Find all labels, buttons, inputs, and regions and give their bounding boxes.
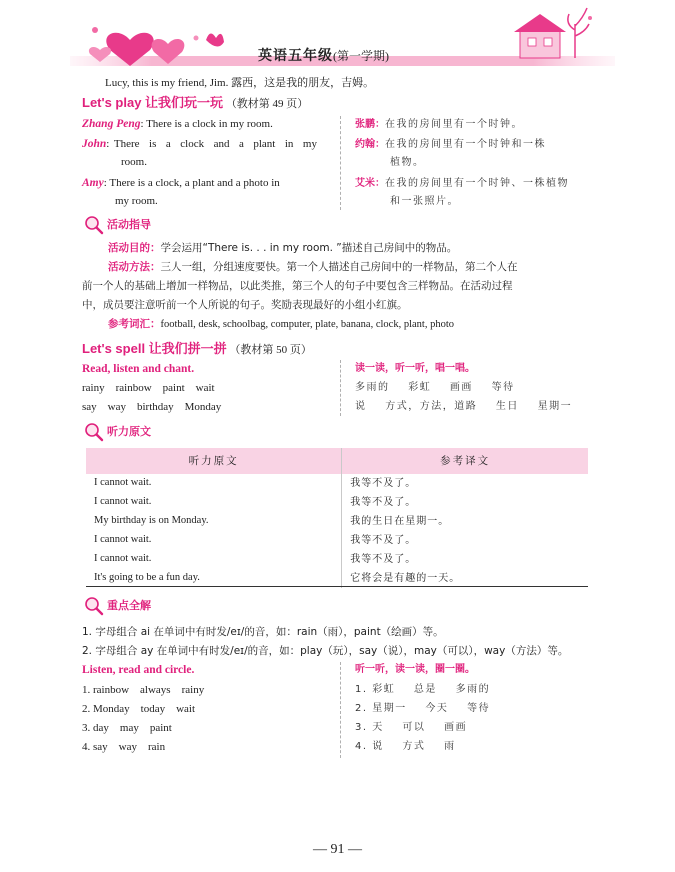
table-header-translation: 参考译文 bbox=[342, 448, 588, 474]
table-cell-cn: 我等不及了。 bbox=[342, 474, 588, 493]
circle-row-cn: 3. 天 可以 画画 bbox=[355, 722, 468, 733]
vocab-label: 参考词汇： bbox=[108, 318, 161, 330]
circle-row-cn: 1. 彩虹 总是 多雨的 bbox=[355, 684, 491, 695]
listening-badge bbox=[84, 422, 151, 442]
speaker-name: John bbox=[82, 138, 107, 150]
key-point-2: 2. 字母组合 ay 在单词中有时发/eɪ/的音，如：play（玩），say（说），may（可以），way（方法）等。 bbox=[82, 645, 569, 657]
listening-table bbox=[86, 448, 588, 588]
table-row bbox=[86, 531, 588, 550]
table-cell-en: I cannot wait. bbox=[94, 553, 152, 565]
dialogue-text: There is a clock and a plant in my bbox=[113, 138, 317, 150]
dialogue-line-en: John: There is a clock and a plant in my bbox=[82, 138, 317, 150]
table-cell-en: It's going to be a fun day. bbox=[94, 572, 200, 584]
method-text-line3: 中，成员要注意听前一个人所说的句子。奖励表现最好的小组小红旗。 bbox=[82, 299, 408, 311]
table-cell-en: I cannot wait. bbox=[94, 477, 152, 489]
table-cell-cn: 我的生日在星期一。 bbox=[342, 512, 588, 531]
spell-words-cn-row2: 说 方式，方法，道路 生日 星期一 bbox=[355, 401, 573, 412]
dialogue-line-en: Amy: There is a clock, a plant and a photo in bbox=[82, 177, 280, 189]
listen-read-circle-heading: Listen, read and circle. bbox=[82, 664, 195, 676]
circle-row: 4. say way rain bbox=[82, 741, 166, 753]
speaker-name-cn: 张鹏 bbox=[355, 119, 375, 130]
table-cell-cn: 我等不及了。 bbox=[342, 531, 588, 550]
circle-row: 2. Monday today wait bbox=[82, 703, 196, 715]
listening-label: 听力原文 bbox=[107, 424, 151, 438]
activity-purpose bbox=[82, 239, 590, 258]
intro-line: Lucy, this is my friend, Jim. 露西，这是我的朋友，吉姆。 bbox=[105, 77, 375, 89]
magnifier-icon bbox=[84, 422, 104, 442]
book-title: 英语五年级 bbox=[258, 48, 333, 64]
table-row bbox=[86, 550, 588, 569]
table-cell-en: I cannot wait. bbox=[94, 496, 152, 508]
page-header bbox=[0, 0, 675, 82]
column-divider bbox=[340, 662, 341, 758]
lets-play-note: （教材第 49 页） bbox=[225, 98, 309, 110]
circle-row: 1. rainbow always rainy bbox=[82, 684, 205, 696]
lets-spell-heading bbox=[82, 342, 312, 357]
circle-row: 3. day may paint bbox=[82, 722, 172, 734]
dialogue-text-cn: 在我的房间里有一个时钟、一株植物 bbox=[385, 178, 569, 189]
table-cell-en: I cannot wait. bbox=[94, 534, 152, 546]
column-divider bbox=[340, 360, 341, 416]
key-points-badge bbox=[84, 596, 151, 616]
table-row bbox=[86, 493, 588, 512]
lets-spell-note: （教材第 50 页） bbox=[229, 344, 312, 356]
book-subtitle: (第一学期) bbox=[333, 49, 389, 63]
table-cell-cn: 我等不及了。 bbox=[342, 493, 588, 512]
dialogue-line-cn: 约翰：在我的房间里有一个时钟和一株 bbox=[355, 139, 546, 150]
key-points-label: 重点全解 bbox=[107, 598, 151, 612]
column-divider bbox=[340, 116, 341, 210]
dialogue-continuation: my room. bbox=[115, 195, 158, 207]
dialogue-text: There is a clock in my room. bbox=[146, 118, 273, 130]
magnifier-icon bbox=[84, 215, 104, 235]
speaker-name: Zhang Peng bbox=[82, 118, 141, 130]
table-cell-cn: 我等不及了。 bbox=[342, 550, 588, 569]
lets-spell-title: Let's spell 让我们拼一拼 bbox=[82, 341, 227, 356]
table-header-original: 听力原文 bbox=[86, 448, 342, 474]
listen-read-circle-heading-cn: 听一听，读一读，圈一圈。 bbox=[355, 664, 475, 675]
dialogue-text: There is a clock, a plant and a photo in bbox=[109, 177, 280, 189]
activity-method bbox=[82, 258, 590, 277]
speaker-name: Amy bbox=[82, 177, 104, 189]
method-text-line2: 前一个人的基础上增加一样物品，以此类推，第三个人的句子中要包含三样物品。在活动过程 bbox=[82, 280, 513, 292]
dialogue-line-cn: 艾米：在我的房间里有一个时钟、一株植物 bbox=[355, 178, 569, 189]
dialogue-continuation: room. bbox=[121, 156, 147, 168]
header-decoration bbox=[0, 0, 675, 82]
dialogue-continuation-cn: 植物。 bbox=[390, 157, 425, 168]
dialogue-line-en: Zhang Peng: There is a clock in my room. bbox=[82, 118, 273, 130]
table-bottom-rule bbox=[86, 586, 588, 587]
activity-guide-body bbox=[82, 239, 590, 334]
table-cell-en: My birthday is on Monday. bbox=[94, 515, 209, 527]
table-header-row bbox=[86, 448, 588, 474]
house-decoration-icon bbox=[514, 8, 592, 58]
method-label: 活动方法： bbox=[108, 261, 161, 273]
dialogue-text-cn: 在我的房间里有一个时钟。 bbox=[385, 119, 523, 130]
dialogue-line-cn: 张鹏：在我的房间里有一个时钟。 bbox=[355, 119, 523, 130]
table-row bbox=[86, 512, 588, 531]
spell-words-row2: say way birthday Monday bbox=[82, 401, 222, 413]
dialogue-text-cn: 在我的房间里有一个时钟和一株 bbox=[385, 139, 546, 150]
spell-words-row1: rainy rainbow paint wait bbox=[82, 382, 215, 394]
vocab-text: football, desk, schoolbag, computer, plate, banana, clock, plant, photo bbox=[160, 319, 454, 330]
lets-play-title: Let's play 让我们玩一玩 bbox=[82, 95, 224, 110]
activity-guide-badge bbox=[84, 215, 151, 235]
page-number: — 91 — bbox=[313, 842, 362, 857]
dialogue-continuation-cn: 和一张照片。 bbox=[390, 196, 459, 207]
lets-play-heading bbox=[82, 96, 308, 111]
purpose-label: 活动目的： bbox=[108, 242, 161, 254]
circle-row-cn: 4. 说 方式 雨 bbox=[355, 741, 456, 752]
speaker-name-cn: 艾米 bbox=[355, 178, 375, 189]
table-row bbox=[86, 474, 588, 493]
activity-vocab bbox=[82, 315, 590, 334]
header-title bbox=[258, 48, 389, 64]
purpose-text: 学会运用“There is. . . in my room. ”描述自己房间中的物品。 bbox=[160, 242, 458, 254]
read-listen-chant-heading: Read, listen and chant. bbox=[82, 363, 195, 375]
method-text-line1: 三人一组，分组速度要快。第一个人描述自己房间中的一样物品，第二个人在 bbox=[160, 261, 518, 273]
table-cell-cn: 它将会是有趣的一天。 bbox=[342, 569, 588, 588]
activity-guide-label: 活动指导 bbox=[107, 217, 151, 231]
magnifier-icon bbox=[84, 596, 104, 616]
speaker-name-cn: 约翰 bbox=[355, 139, 375, 150]
spell-words-cn-row1: 多雨的 彩虹 画画 等待 bbox=[355, 382, 515, 393]
read-listen-chant-heading-cn: 读一读，听一听，唱一唱。 bbox=[355, 363, 475, 374]
circle-row-cn: 2. 星期一 今天 等待 bbox=[355, 703, 491, 714]
key-point-1: 1. 字母组合 ai 在单词中有时发/eɪ/的音，如：rain（雨），paint（绘画）等。 bbox=[82, 626, 444, 638]
